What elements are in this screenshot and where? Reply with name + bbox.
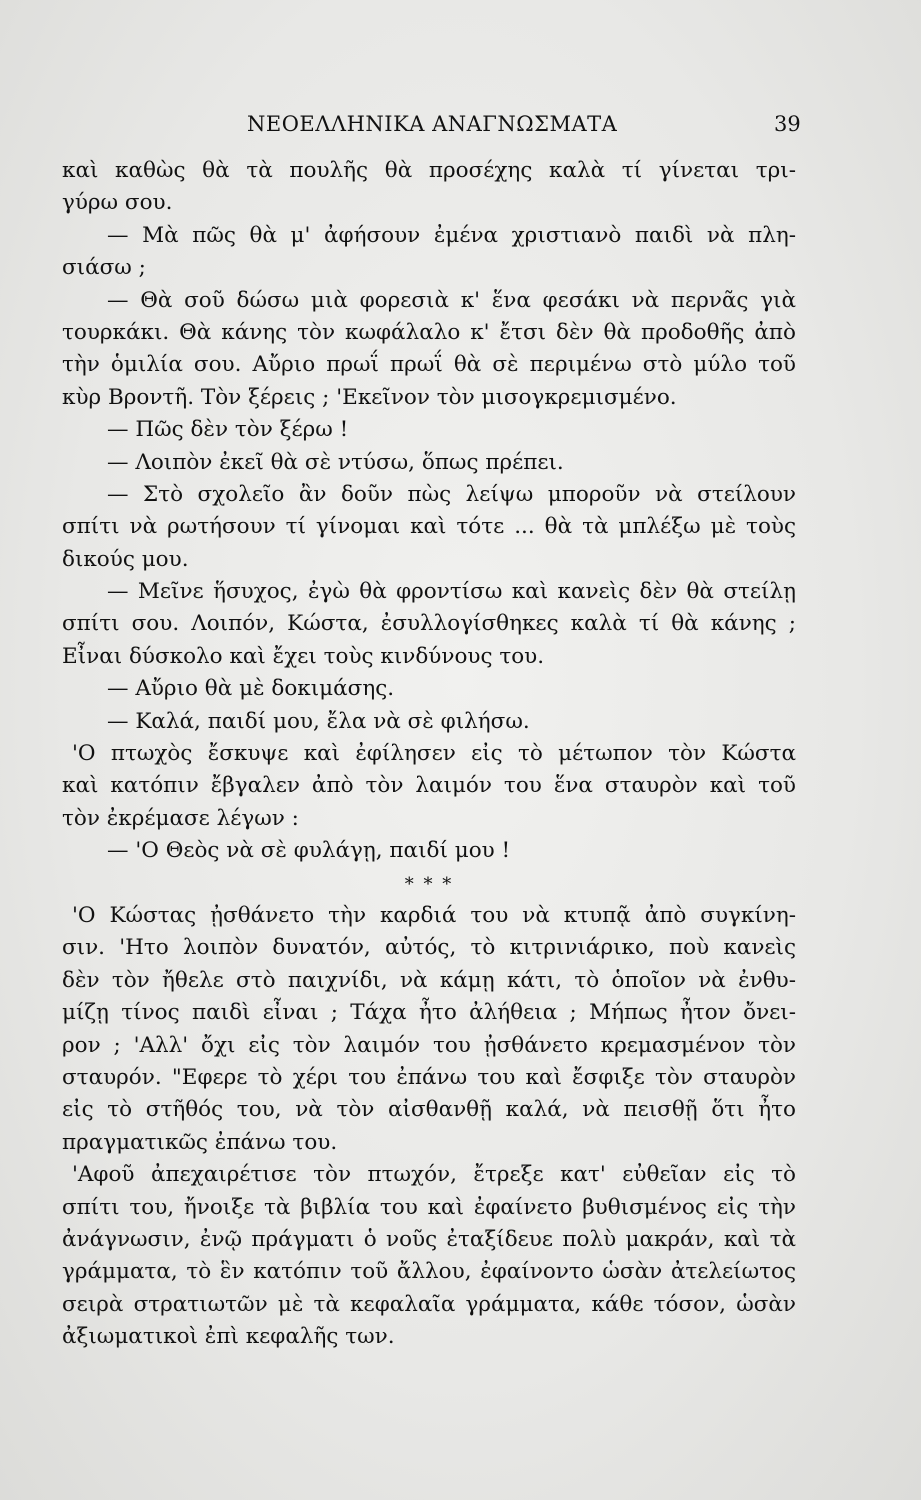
text-line: — Θὰ σοῦ δώσω μιὰ φορεσιὰ κ' ἕνα φεσάκι νὰ περνᾶς γιὰ — [107, 287, 796, 313]
text-line: γύρω σου. — [62, 190, 173, 216]
text-line: τουρκάκι. Θὰ κάνης τὸν κωφάλαλο κ' ἔτσι δὲν θὰ προδοθῆς ἀπὸ — [62, 319, 796, 345]
text-line: ἀνάγνωσιν, ἐνῷ πράγματι ὁ νοῦς ἐταξίδευε πολὺ μακράν, καὶ τὰ — [62, 1226, 796, 1252]
running-title: ΝΕΟΕΛΛΗΝΙΚΑ ΑΝΑΓΝΩΣΜΑΤΑ — [247, 112, 618, 136]
text-line: Εἶναι δύσκολο καὶ ἔχει τοὺς κινδύνους του. — [62, 643, 545, 669]
page-number: 39 — [774, 112, 801, 136]
text-line: σιν. 'Ητο λοιπὸν δυνατόν, αὐτός, τὸ κιτρινιάρικο, ποὺ κανεὶς — [62, 935, 796, 961]
page-header — [0, 112, 921, 142]
text-line: 'Ο πτωχὸς ἔσκυψε καὶ ἐφίλησεν εἰς τὸ μέτωπον τὸν Κώστα — [72, 741, 796, 767]
text-line: — Καλά, παιδί μου, ἔλα νὰ σὲ φιλήσω. — [107, 708, 530, 734]
text-line: εἰς τὸ στῆθός του, νὰ τὸν αἰσθανθῇ καλά, νὰ πεισθῇ ὅτι ἦτο — [62, 1097, 796, 1123]
text-line: σειρὰ στρατιωτῶν μὲ τὰ κεφαλαῖα γράμματα, κάθε τόσον, ὡσὰν — [62, 1291, 796, 1317]
text-line: ρον ; 'Αλλ' ὄχι εἰς τὸν λαιμόν του ᾐσθάνετο κρεμασμένον τὸν — [62, 1032, 796, 1058]
text-line: — Μεῖνε ἥσυχος, ἐγὼ θὰ φροντίσω καὶ κανεὶς δὲν θὰ στείλῃ — [107, 579, 796, 605]
asterism-text: * * * — [404, 873, 454, 895]
text-line: καὶ καθὼς θὰ τὰ πουλῆς θὰ προσέχης καλὰ τί γίνεται τρι- — [62, 158, 796, 183]
text-line: 'Αφοῦ ἀπεχαιρέτισε τὸν πτωχόν, ἔτρεξε κατ' εὐθεῖαν εἰς τὸ — [72, 1162, 796, 1188]
text-line: σταυρόν. "Εφερε τὸ χέρι του ἐπάνω του καὶ ἔσφιξε τὸν σταυρὸν — [62, 1064, 796, 1090]
text-line: — Αὔριο θὰ μὲ δοκιμάσης. — [107, 676, 395, 702]
text-line: δὲν τὸν ἤθελε στὸ παιχνίδι, νὰ κάμῃ κάτι, τὸ ὁποῖον νὰ ἐνθυ- — [62, 967, 796, 993]
text-line: — Πῶς δὲν τὸν ξέρω ! — [107, 417, 349, 443]
section-break-asterism — [62, 868, 796, 900]
text-line: γράμματα, τὸ ἓν κατόπιν τοῦ ἄλλου, ἐφαίνοντο ὡσὰν ἀτελείωτος — [62, 1259, 796, 1285]
text-line: κὺρ Βροντῆ. Τὸν ξέρεις ; 'Εκεῖνον τὸν μισογκρεμισμένο. — [62, 384, 677, 410]
text-line: τὴν ὁμιλία σου. Αὔριο πρωΐ πρωΐ θὰ σὲ περιμένω στὸ μύλο τοῦ — [62, 352, 796, 378]
text-line: μίζῃ τίνος παιδὶ εἶναι ; Τάχα ἦτο ἀλήθεια ; Μήπως ἦτον ὄνει- — [62, 1000, 796, 1026]
text-line: τὸν ἐκρέμασε λέγων : — [62, 805, 299, 831]
text-line: σπίτι του, ἤνοιξε τὰ βιβλία του καὶ ἐφαίνετο βυθισμένος εἰς τὴν — [62, 1194, 796, 1220]
text-line: πραγματικῶς ἐπάνω του. — [62, 1129, 338, 1155]
body-text — [62, 155, 796, 1353]
text-line: 'Ο Κώστας ᾐσθάνετο τὴν καρδιά του νὰ κτυπᾷ ἀπὸ συγκίνη- — [72, 902, 796, 928]
text-line: σπίτι νὰ ρωτήσουν τί γίνομαι καὶ τότε ... θὰ τὰ μπλέξω μὲ τοὺς — [62, 514, 796, 540]
text-line: — Στὸ σχολεῖο ἂν δοῦν πὼς λείψω μποροῦν νὰ στείλουν — [107, 481, 796, 507]
text-line: δικούς μου. — [62, 546, 189, 572]
text-line: ἀξιωματικοὶ ἐπὶ κεφαλῆς των. — [62, 1324, 395, 1350]
text-line: σπίτι σου. Λοιπόν, Κώστα, ἐσυλλογίσθηκες καλὰ τί θὰ κάνης ; — [62, 611, 796, 637]
text-line: — Λοιπὸν ἐκεῖ θὰ σὲ ντύσω, ὅπως πρέπει. — [107, 449, 564, 475]
text-line: σιάσω ; — [62, 255, 146, 281]
text-line: — 'Ο Θεὸς νὰ σὲ φυλάγῃ, παιδί μου ! — [107, 838, 511, 864]
text-line: — Μὰ πῶς θὰ μ' ἀφήσουν ἐμένα χριστιανὸ παιδὶ νὰ πλη- — [107, 222, 796, 248]
text-line: καὶ κατόπιν ἔβγαλεν ἀπὸ τὸν λαιμόν του ἕνα σταυρὸν καὶ τοῦ — [62, 773, 796, 799]
